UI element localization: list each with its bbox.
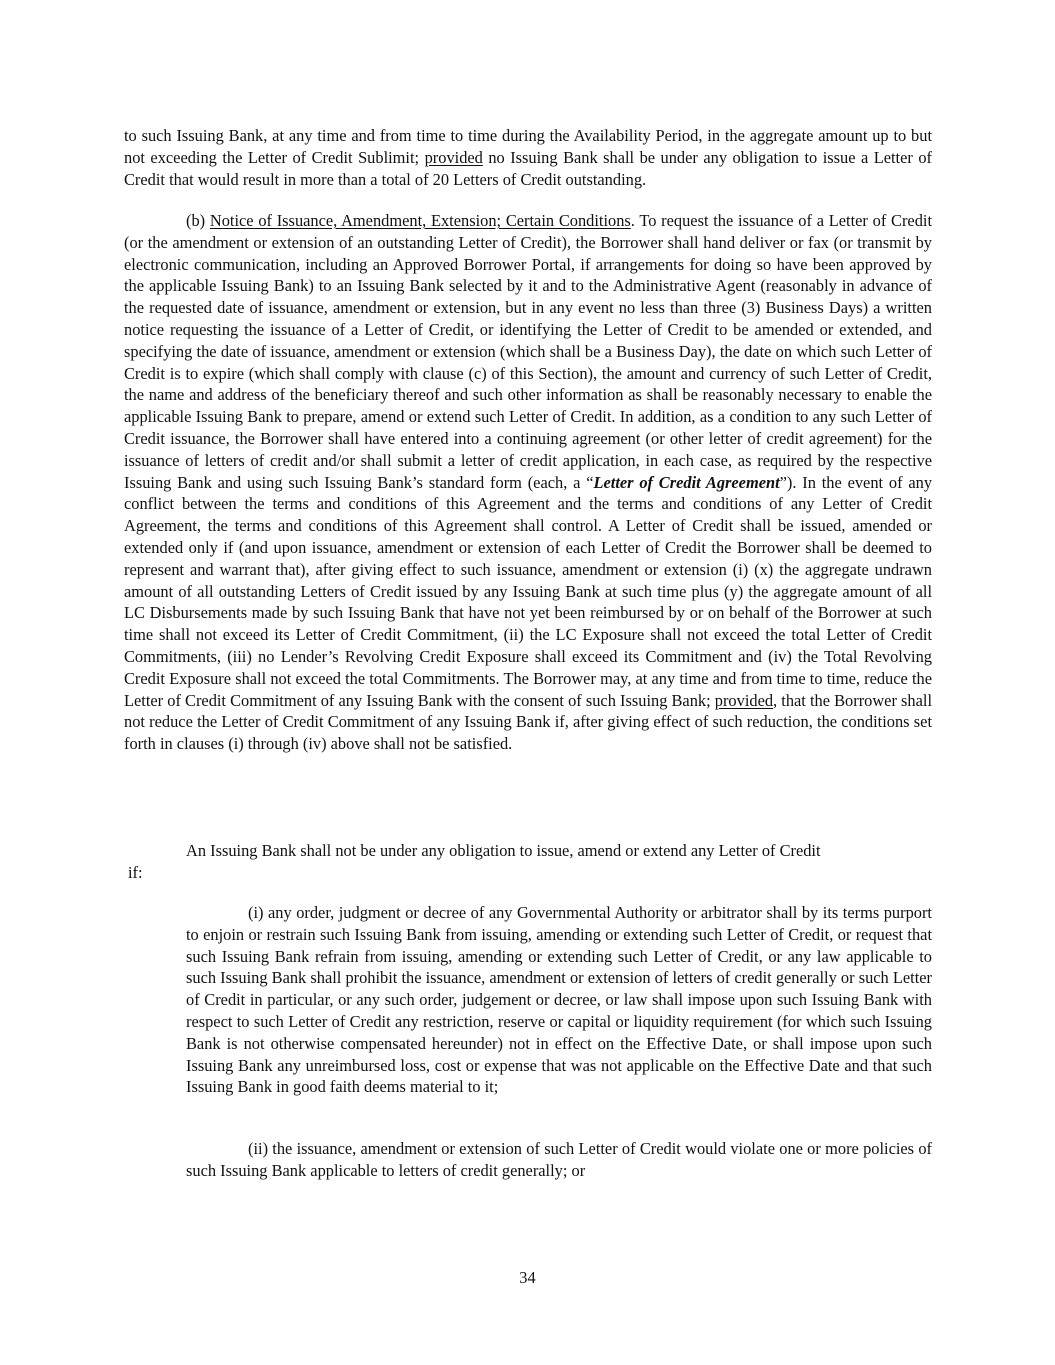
provided-term: provided xyxy=(714,690,774,710)
paragraph-notice-of-issuance xyxy=(124,210,932,755)
paragraph-text: , that the Borrower shall not reduce the Letter of Credit Commitment of any Issuing Bank if, after giving effect of such reduction, the conditions set forth in clauses (i) through (iv) above shall not be satisfied. xyxy=(124,690,932,754)
paragraph-no-obligation-continued: if: xyxy=(128,863,143,882)
paragraph-text: to such Issuing Bank, at any time and from time to time during the Availability Period, in the aggregate amount up to but not exceeding the Letter of Credit Sublimit; xyxy=(124,126,932,167)
provided-term: provided xyxy=(424,147,483,167)
paragraph-text: ”). In the event of any conflict between the terms and conditions of this Agreement and the terms and conditions of any Letter of Credit Agreement, the terms and conditions of this Agreement shall control. A Letter of Credit shall be issued, amended or extended only if (and upon issuance, amendment or extension of each Letter of Credit the Borrower shall be deemed to represent and warrant that), after giving effect to such issuance, amendment or extension (i) (x) the aggregate undrawn amount of all outstanding Letters of Credit issued by any Issuing Bank at such time plus (y) the aggregate amount of all LC Disbursements made by such Issuing Bank that have not yet been reimbursed by or on behalf of the Borrower at such time shall not exceed its Letter of Credit Commitment, (ii) the LC Exposure shall not exceed the total Letter of Credit Commitments, (iii) no Lender’s Revolving Credit Exposure shall exceed its Commitment and (iv) the Total Revolving Credit Exposure shall not exceed the total Commitments. The Borrower may, at any time and from time to time, reduce the Letter of Credit Commitment of any Issuing Bank with the consent of such Issuing Bank; xyxy=(124,472,933,710)
list-item-ii: (ii) the issuance, amendment or extension of such Letter of Credit would violate one or more policies of such Issuing Bank applicable to letters of credit generally; or xyxy=(186,1139,932,1180)
clause-label: (b) xyxy=(186,211,210,230)
defined-term: Letter of Credit Agreement xyxy=(593,472,780,492)
section-heading: Notice of Issuance, Amendment, Extension; Certain Conditions xyxy=(209,211,631,230)
paragraph-text: . To request the issuance of a Letter of Credit (or the amendment or extension of an outstanding Letter of Credit), the Borrower shall hand deliver or fax (or transmit by electronic communication, including an Approved Borrower Portal, if arrangements for doing so have been approved by the applicable Issuing Bank) to an Issuing Bank selected by it and to the Administrative Agent (reasonably in advance of the requested date of issuance, amendment or extension, but in any event no less than three (3) Business Days) a written notice requesting the issuance of a Letter of Credit, or identifying the Letter of Credit to be amended or extended, and specifying the date of issuance, amendment or extension (which shall be a Business Day), the date on which such Letter of Credit is to expire (which shall comply with clause (c) of this Section), the amount and currency of such Letter of Credit, the name and address of the beneficiary thereof and such other information as shall be reasonably necessary to enable the applicable Issuing Bank to prepare, amend or extend such Letter of Credit. In addition, as a condition to any such Letter of Credit issuance, the Borrower shall have entered into a continuing agreement (or other letter of credit agreement) for the issuance of letters of credit and/or shall submit a letter of credit application, in each case, as required by the respective Issuing Bank and using such Issuing Bank’s standard form (each, a “ xyxy=(124,211,932,492)
paragraph-text: no Issuing Bank shall be under any obligation to issue a Letter of Credit that would result in more than a total of 20 Letters of Credit outstanding. xyxy=(124,147,932,189)
list-item-i: (i) any order, judgment or decree of any Governmental Authority or arbitrator shall by its terms purport to enjoin or restrain such Issuing Bank from issuing, amending or extending such Letter of Credit, or request that such Issuing Bank refrain from issuing, amending or extending such Letter of Credit, or any law applicable to such Issuing Bank shall prohibit the issuance, amendment or extension of letters of credit generally or such Letter of Credit in particular, or any such order, judgement or decree, or law shall impose upon such Issuing Bank with respect to such Letter of Credit any restriction, reserve or capital or liquidity requirement (for which such Issuing Bank is not otherwise compensated hereunder) not in effect on the Effective Date, or shall impose upon such Issuing Bank any unreimbursed loss, cost or expense that was not applicable on the Effective Date and that such Issuing Bank in good faith deems material to it; xyxy=(186,903,932,1097)
page-number: 34 xyxy=(519,1268,536,1287)
paragraph-no-obligation: An Issuing Bank shall not be under any obligation to issue, amend or extend any Letter of Credit xyxy=(186,841,821,860)
paragraph-issuance-limit xyxy=(124,125,932,190)
